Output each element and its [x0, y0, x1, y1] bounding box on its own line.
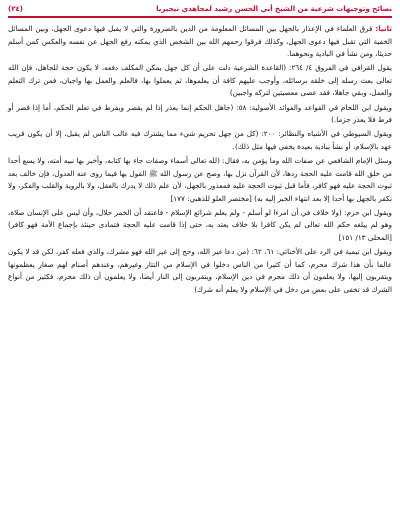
paragraph-text: ويقول ابن حزم: (ولا خلاف في أن امرءا لو أسلم - ولم يعلم شرائع الإسلام - فاعتقد أن الخمر حلال، وأن ليس على الإنسان صلاة، وهو لم يبلغه حكم الله تعالى لم يكن كافرا بلا خلاف يعتد به، حتى إذا قامت عليه الحجة فتمادى حينئذ بإجماع الأمة فهو كافر) [المحلى ١٣/ ١٥١] [8, 207, 392, 242]
header-title: نصائح وتوجيهات شرعية من الشيخ أبي الحسن رشيد لمجاهدي نيجيريا [156, 5, 392, 13]
page-number: (٢٤) [8, 5, 23, 13]
paragraph-7 [8, 246, 392, 296]
paragraph-2 [8, 62, 392, 100]
paragraph-text: يقول القرافي في الفروق ٤/ ٢٦٤: (القاعدة الشرعية دلت على أن كل جهل يمكن المكلف دفعه، لا يكون حجة للجاهل، فإن الله تعالى بعث رسله إلى خلقه برسائله، وأوجب عليهم كافة أن يعلموها، ثم يعملوا بها، فالعلم والعمل بها واجبان، فمن ترك التعلم والعمل، وبقي جاهلا، فقد عصى معصيتين لتركه واجبين) [8, 63, 393, 98]
paragraph-text: ويقول ابن تيمية في الرد على الأخنائي: ٦١، ٦٢: (من دعا غير الله، وحج إلى غير الله فهو مشرك، والذي فعله كفر، لكن قد لا يكون عالما بأن هذا شرك محرم، كما أن كثيرا من الناس دخلوا في الإسلام من التتار وغيرهم، وعندهم أصنام لهم صغار يعظمونها ويتقربون إليها، ولا يعلمون أن ذلك محرم في دين الإسلام، ويتقربون إلى النار أيضا، ولا يعلمون أن ذلك محرم، فكثير من أنواع الشرك قد تخفى على بعض من دخل في الإسلام ولا يعلم أنه شرك) [8, 247, 392, 294]
paragraph-1 [8, 23, 392, 61]
paragraph-lead: ثانيا: [375, 24, 392, 33]
document-body [8, 23, 392, 296]
page-header [8, 2, 392, 18]
paragraph-4 [8, 128, 392, 153]
paragraph-5 [8, 155, 392, 205]
paragraph-text: وسئل الإمام الشافعي عن صفات الله وما يؤمن به، فقال: (لله تعالى أسماء وصفات جاء بها كتابه، وأخبر بها نبيه أمته، ولا يسع أحدا من خلق الله قامت عليه الحجة ردها، لأن القرآن نزل بها، وصح عن رسول الله ﷺ القول بها فيما روى عنه العدول، فإن خالف بعد ثبوت الحجة عليه فهو كافر، فأما قبل ثبوت الحجة عليه فمعذور بالجهل، لأن علم ذلك لا يدرك بالعقل، ولا بالروية والقلب والفكر، ولا نكفر بالجهل بها أحدا إلا بعد انتهاء الخبر إليه به) [مختصر العلو للذهبي: ١٧٧] [8, 155, 392, 203]
paragraph-text: ويقول السيوطي في الأشباه والنظائر: ٢٠٠: (كل من جهل تحريم شيء مما يشترك فيه غالب الناس لم يقبل، إلا أن يكون قريب عهد بالإسلام، أو نشأ ببادية بعيدة يخفى فيها مثل ذلك). [8, 129, 392, 151]
paragraph-text: ويقول ابن اللحام في القواعد والفوائد الأصولية: ٥٨: (جاهل الحكم إنما يعذر إذا لم يقصر ويفرط في تعلم الحكم، أما إذا قصر أو فرط فلا يعذر جزما.) [8, 102, 392, 125]
paragraph-3 [8, 102, 392, 127]
paragraph-6 [8, 207, 392, 245]
document-page [0, 2, 400, 524]
paragraph-text: فرق العلماء في الإعذار بالجهل بين المسائل المعلومة من الدين بالضرورة والتي لا يقبل فيها دعوى الجهل، وبين المسائل الخفية التي تقبل فيها دعوى الجهل، وكذلك فرقوا رحمهم الله بين الشخص الذي يمكنه رفع الجهل عن نفسه والعكس كمن أسلم حديثا، ومن نشأ في البادية ونحوهما. [8, 24, 392, 59]
